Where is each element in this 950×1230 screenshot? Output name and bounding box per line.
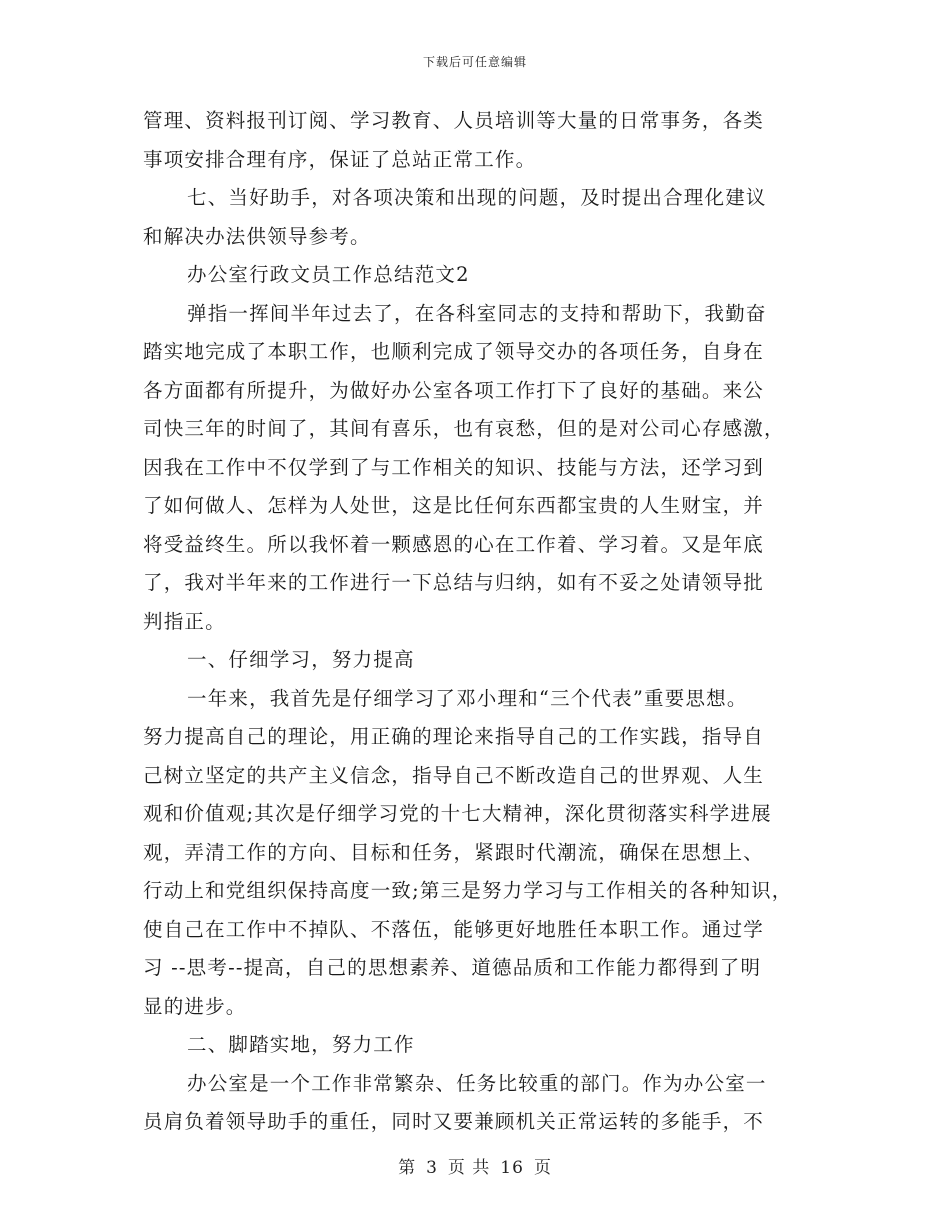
page-label-suffix: 页 — [533, 1158, 552, 1178]
section-title: 办公室行政文员工作总结范文2 — [187, 263, 470, 286]
paragraph-line: 一年来，我首先是仔细学习了邓小理和“三个代表”重要思想。 — [187, 686, 748, 710]
paragraph-line: 将受益终生。所以我怀着一颗感恩的心在工作着、学习着。又是年底 — [143, 532, 765, 556]
paragraph-line: 弹指一挥间半年过去了，在各科室同志的支持和帮助下，我勤奋 — [187, 301, 767, 325]
total-pages: 16 — [500, 1158, 524, 1178]
section-heading: 一、仔细学习，努力提高 — [187, 648, 415, 671]
paragraph-line: 行动上和党组织保持高度一致;第三是努力学习与工作相关的各种知识， — [143, 879, 793, 902]
page-header: 下载后可任意编辑 — [422, 55, 527, 69]
page-footer — [0, 1153, 950, 1178]
paragraph-line: 习 --思考--提高，自己的思想素养、道德品质和工作能力都得到了明 — [143, 956, 762, 979]
paragraph-line: 了如何做人、怎样为人处世，这是比任何东西都宝贵的人生财宝，并 — [143, 494, 765, 517]
document-body — [143, 102, 818, 1142]
paragraph-line: 七、当好助手，对各项决策和出现的问题，及时提出合理化建议 — [187, 186, 767, 209]
paragraph-line: 办公室是一个工作非常繁杂、任务比较重的部门。作为办公室一 — [187, 1071, 767, 1095]
section-heading: 二、脚踏实地，努力工作 — [187, 1033, 415, 1056]
page-number: 3 — [426, 1158, 438, 1178]
paragraph-line: 踏实地完成了本职工作，也顺利完成了领导交办的各项任务，自身在 — [143, 340, 765, 363]
paragraph-line: 显的进步。 — [143, 994, 247, 1018]
paragraph-line: 事项安排合理有序，保证了总站正常工作。 — [143, 147, 537, 171]
paragraph-line: 使自己在工作中不掉队、不落伍，能够更好地胜任本职工作。通过学 — [143, 917, 765, 941]
page-label-mid: 页 共 — [447, 1158, 491, 1178]
paragraph-line: 管理、资料报刊订阅、学习教育、人员培训等大量的日常事务，各类 — [143, 109, 765, 132]
paragraph-line: 因我在工作中不仅学到了与工作相关的知识、技能与方法，还学习到 — [143, 455, 765, 479]
paragraph-line: 和解决办法供领导参考。 — [143, 224, 371, 248]
paragraph-line: 了，我对半年来的工作进行一下总结与归纳，如有不妥之处请领导批 — [143, 571, 765, 594]
page-label-prefix: 第 — [398, 1158, 417, 1178]
paragraph-line: 员肩负着领导助手的重任，同时又要兼顾机关正常运转的多能手，不 — [143, 1110, 765, 1133]
paragraph-line: 观和价值观;其次是仔细学习党的十七大精神，深化贯彻落实科学进展 — [143, 802, 772, 825]
paragraph-line: 各方面都有所提升，为做好办公室各项工作打下了良好的基础。来公 — [143, 378, 765, 402]
paragraph-line: 观，弄清工作的方向、目标和任务，紧跟时代潮流，确保在思想上、 — [143, 840, 765, 864]
paragraph-line: 努力提高自己的理论，用正确的理论来指导自己的工作实践，指导自 — [143, 725, 765, 748]
paragraph-line: 判指正。 — [143, 609, 226, 633]
paragraph-line: 司快三年的时间了，其间有喜乐，也有哀愁，但的是对公司心存感激， — [143, 417, 785, 440]
paragraph-line: 己树立坚定的共产主义信念，指导自己不断改造自己的世界观、人生 — [143, 763, 765, 787]
